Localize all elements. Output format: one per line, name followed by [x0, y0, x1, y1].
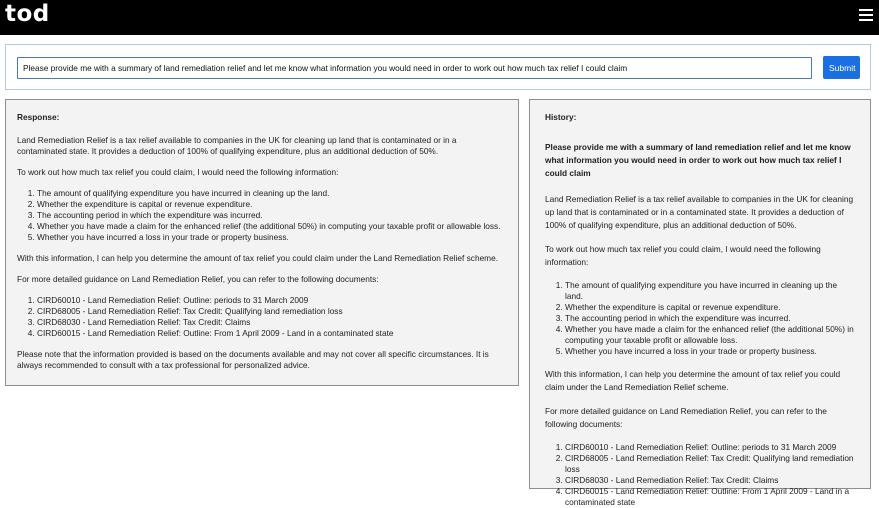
list-item: 1. The amount of qualifying expenditure you have incurred in cleaning up the land. [565, 280, 854, 302]
list-item: 2. Whether the expenditure is capital or revenue expenditure. [565, 302, 854, 313]
list-item: 3. CIRD68030 - Land Remediation Relief: Tax Credit: Claims [565, 475, 854, 486]
list-item: 1. CIRD60010 - Land Remediation Relief: Outline: periods to 31 March 2009 [37, 295, 507, 306]
history-title: History: [545, 112, 577, 122]
history-question: Please provide me with a summary of land remediation relief and let me know what information you would need in order to work out how much tax relief I could claim [545, 142, 851, 178]
list-item: 3. CIRD68030 - Land Remediation Relief: Tax Credit: Claims [37, 317, 507, 328]
response-title: Response: [17, 112, 60, 122]
list-item: 3. The accounting period in which the expenditure was incurred. [565, 313, 854, 324]
prompt-input[interactable] [17, 57, 812, 79]
response-docs-lead: For more detailed guidance on Land Remediation Relief, you can refer to the following documents: [17, 274, 379, 284]
list-item: 5. Whether you have incurred a loss in your trade or property business. [37, 232, 507, 243]
history-info-list [545, 280, 854, 357]
response-panel [5, 99, 519, 386]
response-lead: To work out how much tax relief you could claim, I would need the following information: [17, 167, 339, 177]
list-item: 2. CIRD68005 - Land Remediation Relief: Tax Credit: Qualifying land remediation loss [565, 453, 854, 475]
list-item: 3. The accounting period in which the expenditure was incurred. [37, 210, 507, 221]
response-note: Please note that the information provided is based on the documents available and may not cover all specific circumstances. It is always recommended to consult with a tax professional for personalized advice. [17, 349, 489, 370]
list-item: 2. CIRD68005 - Land Remediation Relief: Tax Credit: Qualifying land remediation loss [37, 306, 507, 317]
response-help: With this information, I can help you determine the amount of tax relief you could claim under the Land Remediation Relief scheme. [17, 253, 499, 263]
list-item: 1. CIRD60010 - Land Remediation Relief: Outline: periods to 31 March 2009 [565, 442, 854, 453]
history-docs-lead: For more detailed guidance on Land Remediation Relief, you can refer to the following documents: [545, 406, 827, 429]
list-item: 4. CIRD60015 - Land Remediation Relief: Outline: From 1 April 2009 - Land in a contaminated state [37, 328, 507, 339]
history-intro: Land Remediation Relief is a tax relief available to companies in the UK for cleaning up land that is contaminated or in a contaminated state. It provides a deduction of 100% of qualifying expenditure, plus an additional deduction of 50%. [545, 194, 854, 230]
history-panel[interactable] [529, 99, 871, 507]
list-item: 4. CIRD60015 - Land Remediation Relief: Outline: From 1 April 2009 - Land in a contaminated state [565, 486, 854, 508]
history-docs-list [545, 442, 854, 508]
logo[interactable]: tod [5, 1, 50, 27]
top-bar [0, 0, 879, 35]
submit-button[interactable]: Submit [823, 56, 860, 79]
hamburger-menu-icon[interactable] [859, 9, 873, 23]
response-intro: Land Remediation Relief is a tax relief available to companies in the UK for cleaning up land that is contaminated or in a contaminated state. It provides a deduction of 100% of qualifying expenditure, plus an additional deduction of 50%. [17, 135, 457, 156]
list-item: 1. The amount of qualifying expenditure you have incurred in cleaning up the land. [37, 188, 507, 199]
response-docs-list [17, 295, 507, 339]
prompt-panel [5, 44, 871, 90]
history-help: With this information, I can help you determine the amount of tax relief you could claim under the Land Remediation Relief scheme. [545, 369, 841, 392]
list-item: 2. Whether the expenditure is capital or revenue expenditure. [37, 199, 507, 210]
list-item: 4. Whether you have made a claim for the enhanced relief (the additional 50%) in computing your taxable profit or allowable loss. [565, 324, 854, 346]
list-item: 4. Whether you have made a claim for the enhanced relief (the additional 50%) in computing your taxable profit or allowable loss. [37, 221, 507, 232]
response-info-list [17, 188, 507, 243]
history-lead: To work out how much tax relief you could claim, I would need the following information: [545, 244, 821, 267]
list-item: 5. Whether you have incurred a loss in your trade or property business. [565, 346, 854, 357]
